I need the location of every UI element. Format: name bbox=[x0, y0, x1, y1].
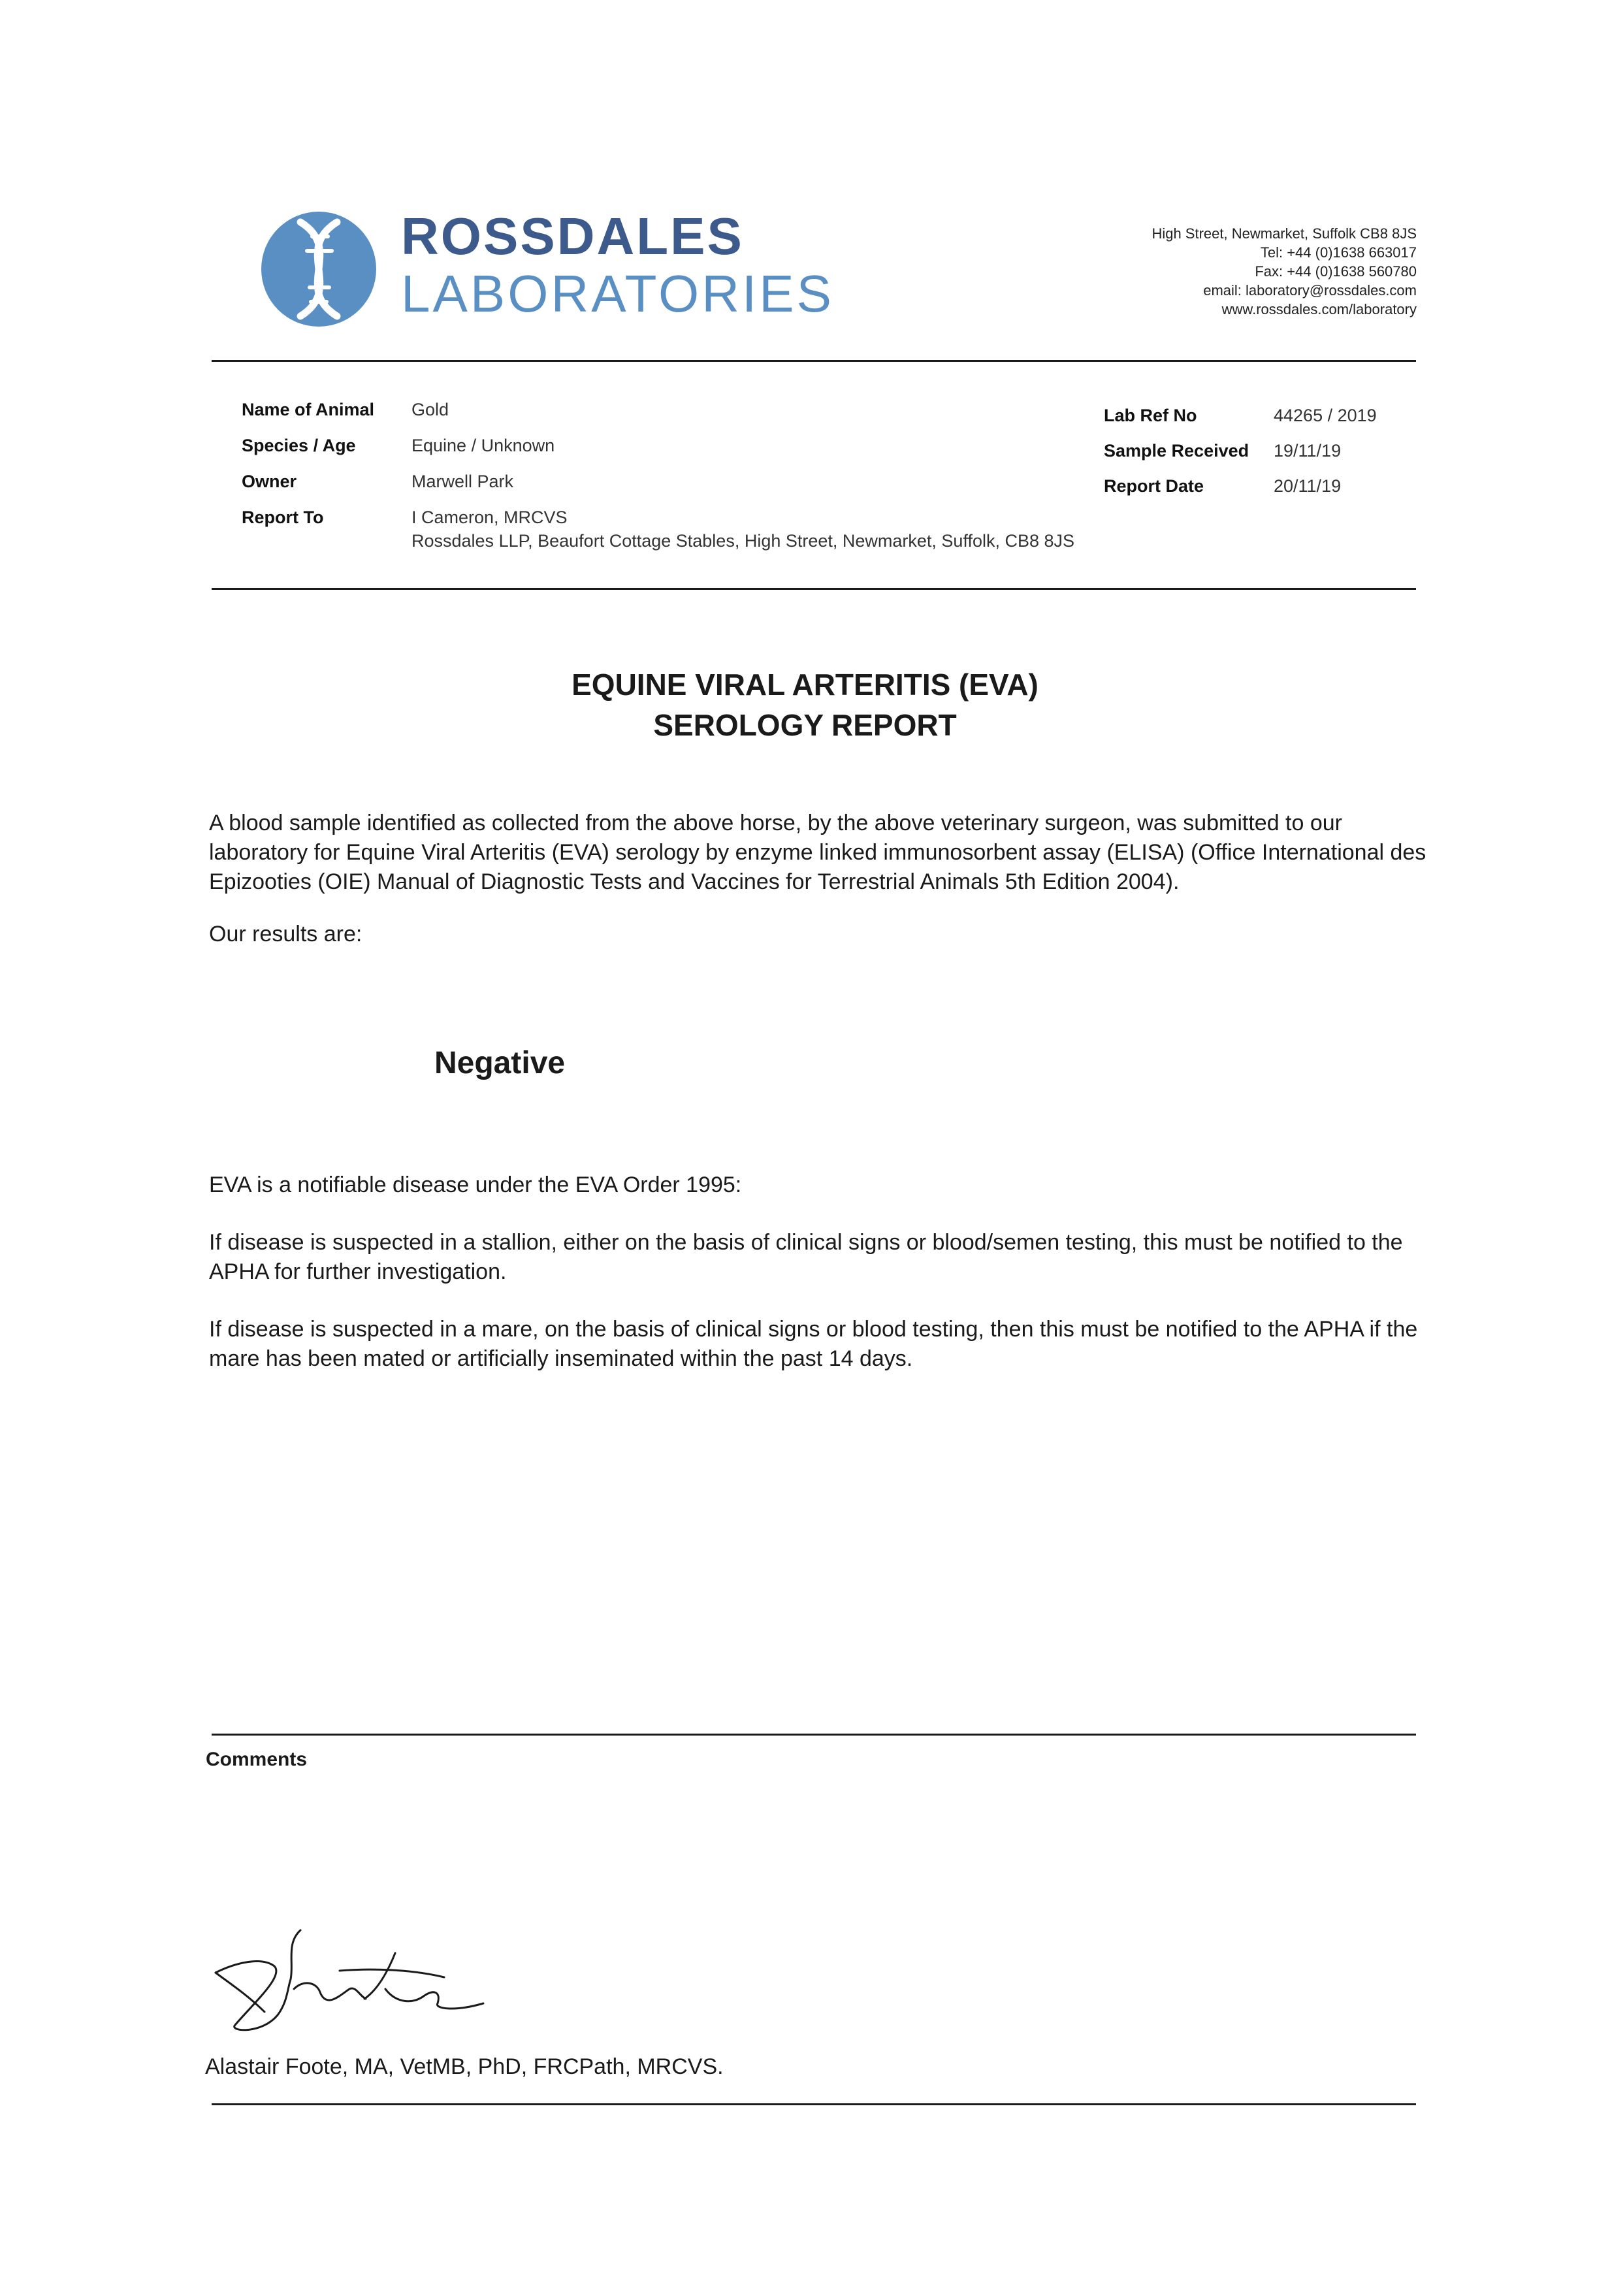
stallion-note: If disease is suspected in a stallion, either on the basis of clinical signs or blood/semen testing, this must be notified to the APHA for further investigation. bbox=[209, 1230, 1403, 1284]
website-line: www.rossdales.com/laboratory bbox=[1221, 301, 1417, 317]
report-to-label: Report To bbox=[242, 508, 324, 527]
owner-label: Owner bbox=[242, 472, 297, 491]
comments-label: Comments bbox=[206, 1749, 308, 1770]
comments-divider bbox=[212, 1734, 1416, 1736]
owner-value: Marwell Park bbox=[411, 472, 514, 491]
footer-divider bbox=[212, 2103, 1416, 2105]
report-to-name: I Cameron, MRCVS bbox=[411, 508, 568, 527]
sample-received-value: 19/11/19 bbox=[1274, 441, 1342, 461]
lab-ref-label: Lab Ref No bbox=[1104, 406, 1197, 425]
report-subtitle: SEROLOGY REPORT bbox=[653, 708, 957, 742]
phone-line: Tel: +44 (0)1638 663017 bbox=[1260, 244, 1417, 261]
report-to-address: Rossdales LLP, Beaufort Cottage Stables, High Street, Newmarket, Suffolk, CB8 8JS bbox=[411, 531, 1075, 551]
test-result: Negative bbox=[434, 1046, 566, 1080]
results-intro: Our results are: bbox=[209, 922, 362, 946]
brand-name-line2: LABORATORIES bbox=[401, 265, 834, 323]
intro-paragraph: A blood sample identified as collected from the above horse, by the above veterinary surgeon, was submitted to our laboratory for Equine Viral Arteritis (EVA) serology by enzyme linked immunosorbent assay (ELISA) (Office International des Epizooties (OIE) Manual of Diagnostic Tests and Vaccines for Terrestrial Animals 5th Edition 2004). bbox=[209, 811, 1426, 894]
sample-received-label: Sample Received bbox=[1104, 441, 1249, 461]
species-age-label: Species / Age bbox=[242, 436, 356, 455]
signature bbox=[209, 1917, 516, 2048]
name-of-animal-label: Name of Animal bbox=[242, 400, 375, 419]
report-date-value: 20/11/19 bbox=[1274, 476, 1342, 496]
name-of-animal-value: Gold bbox=[411, 400, 449, 419]
address-line: High Street, Newmarket, Suffolk CB8 8JS bbox=[1151, 225, 1417, 242]
report-title: EQUINE VIRAL ARTERITIS (EVA) bbox=[572, 668, 1038, 702]
fax-line: Fax: +44 (0)1638 560780 bbox=[1255, 263, 1417, 280]
brand-name-line1: ROSSDALES bbox=[401, 207, 744, 265]
details-divider bbox=[212, 588, 1416, 590]
mare-note: If disease is suspected in a mare, on the basis of clinical signs or blood testing, then this must be notified to the APHA if the mare has been mated or artificially inseminated within the past 14 days. bbox=[209, 1317, 1418, 1371]
dna-helix-icon bbox=[260, 210, 378, 328]
header-divider bbox=[212, 360, 1416, 362]
report-date-label: Report Date bbox=[1104, 476, 1204, 496]
email-line: email: laboratory@rossdales.com bbox=[1203, 282, 1417, 299]
lab-address-block bbox=[959, 224, 1417, 319]
signatory-name: Alastair Foote, MA, VetMB, PhD, FRCPath, MRCVS. bbox=[205, 2054, 724, 2079]
notifiable-statement: EVA is a notifiable disease under the EVA Order 1995: bbox=[209, 1172, 742, 1197]
species-age-value: Equine / Unknown bbox=[411, 436, 555, 455]
lab-ref-value: 44265 / 2019 bbox=[1274, 406, 1377, 425]
